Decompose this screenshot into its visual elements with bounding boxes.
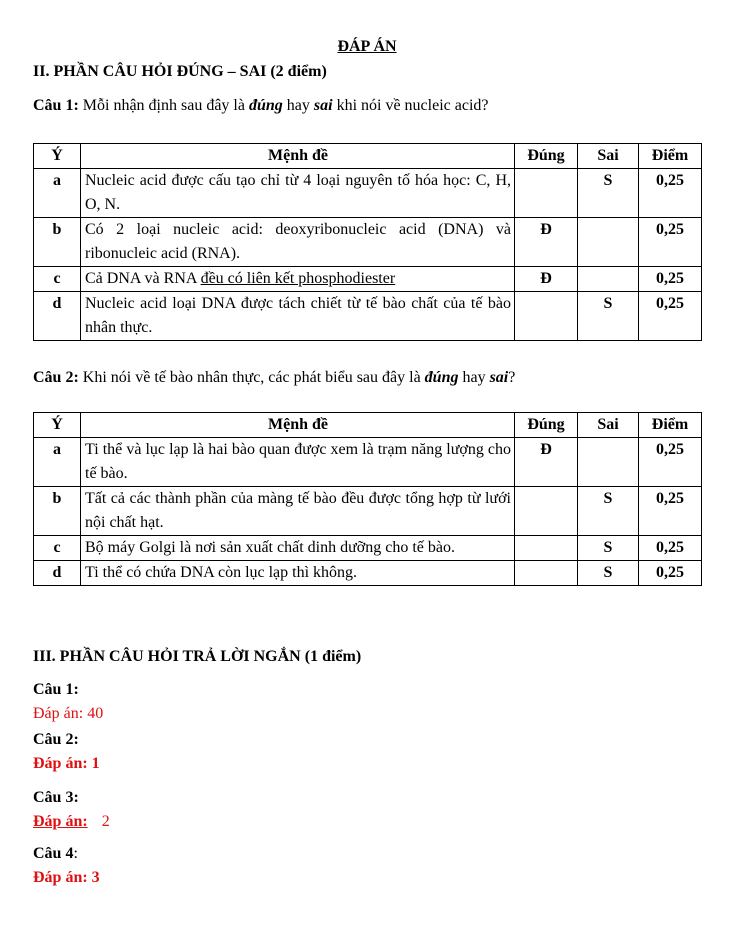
- question-2-label: Câu 2:: [33, 369, 79, 386]
- section2-heading: II. PHẦN CÂU HỎI ĐÚNG – SAI (2 điểm): [33, 63, 327, 80]
- table-row: [34, 292, 702, 341]
- row-sai: [578, 438, 639, 487]
- header-dung: Đúng: [515, 144, 578, 169]
- question-2-text-after: ?: [508, 369, 516, 386]
- section3-heading: III. PHẦN CÂU HỎI TRẢ LỜI NGẮN (1 điểm): [33, 648, 362, 665]
- header-y: Ý: [34, 144, 81, 169]
- short-answer-4-label-text: Câu 4: [33, 845, 74, 862]
- row-diem: 0,25: [639, 561, 702, 586]
- question-2-text-mid: hay: [458, 369, 490, 386]
- row-sai: S: [578, 487, 639, 536]
- short-answer-3-label: Câu 3:: [33, 789, 79, 806]
- header-y: Ý: [34, 413, 81, 438]
- row-diem: 0,25: [639, 438, 702, 487]
- row-menh-de-underlined: đều có liên kết phosphodiester: [200, 270, 396, 287]
- table-row: [34, 267, 702, 292]
- table-row: [34, 561, 702, 586]
- short-answer-3-answer-value: 2: [101, 813, 110, 830]
- row-menh-de: Bộ máy Golgi là nơi sản xuất chất dinh dưỡng cho tế bào.: [81, 536, 515, 561]
- short-answer-3-answer: [33, 813, 110, 831]
- row-menh-de: Tất cả các thành phần của màng tế bào đều được tổng hợp từ lưới nội chất hạt.: [81, 487, 515, 536]
- question-1: [33, 97, 489, 115]
- row-menh-de: Ti thể và lục lạp là hai bào quan được xem là trạm năng lượng cho tế bào.: [81, 438, 515, 487]
- header-diem: Điểm: [639, 144, 702, 169]
- short-answer-1-answer: Đáp án: 40: [33, 705, 104, 722]
- row-sai: S: [578, 561, 639, 586]
- table-header-row: [34, 413, 702, 438]
- row-dung: [515, 561, 578, 586]
- row-y: d: [34, 561, 81, 586]
- short-answer-2-label: Câu 2:: [33, 731, 79, 748]
- question-1-text-before: Mỗi nhận định sau đây là: [78, 97, 249, 114]
- table-row: [34, 438, 702, 487]
- row-sai: S: [578, 536, 639, 561]
- row-sai: [578, 218, 639, 267]
- question-1-text-after: khi nói về nucleic acid?: [332, 97, 489, 114]
- row-dung: Đ: [515, 267, 578, 292]
- header-sai: Sai: [578, 413, 639, 438]
- table-header-row: [34, 144, 702, 169]
- table-question-2: [33, 412, 702, 586]
- row-dung: [515, 487, 578, 536]
- short-answer-2-answer: Đáp án: 1: [33, 755, 100, 772]
- row-menh-de: Ti thể có chứa DNA còn lục lạp thì không.: [81, 561, 515, 586]
- row-diem: 0,25: [639, 169, 702, 218]
- row-diem: 0,25: [639, 218, 702, 267]
- question-1-emph-dung: đúng: [248, 97, 283, 114]
- page-title: ĐÁP ÁN: [337, 38, 397, 55]
- row-y: b: [34, 487, 81, 536]
- header-diem: Điểm: [639, 413, 702, 438]
- row-menh-de: [81, 267, 515, 292]
- short-answer-1-label: Câu 1:: [33, 681, 79, 698]
- row-diem: 0,25: [639, 536, 702, 561]
- question-2: [33, 369, 515, 387]
- row-diem: 0,25: [639, 487, 702, 536]
- row-dung: [515, 536, 578, 561]
- header-menh-de: Mệnh đề: [81, 413, 515, 438]
- row-y: c: [34, 536, 81, 561]
- row-dung: Đ: [515, 438, 578, 487]
- table-row: [34, 487, 702, 536]
- row-diem: 0,25: [639, 267, 702, 292]
- row-y: a: [34, 438, 81, 487]
- question-2-emph-sai: sai: [489, 369, 509, 386]
- row-dung: Đ: [515, 218, 578, 267]
- question-2-emph-dung: đúng: [424, 369, 459, 386]
- table-row: [34, 536, 702, 561]
- row-dung: [515, 292, 578, 341]
- row-dung: [515, 169, 578, 218]
- table-row: [34, 169, 702, 218]
- row-y: d: [34, 292, 81, 341]
- table-question-1: [33, 143, 702, 341]
- question-2-text-before: Khi nói về tế bào nhân thực, các phát biểu sau đây là: [78, 369, 425, 386]
- row-sai: S: [578, 292, 639, 341]
- row-menh-de-plain: Cả DNA và RNA: [85, 270, 201, 287]
- question-1-label: Câu 1:: [33, 97, 79, 114]
- row-y: c: [34, 267, 81, 292]
- short-answer-3-answer-label: Đáp án:: [33, 813, 88, 830]
- row-menh-de: Nucleic acid được cấu tạo chỉ từ 4 loại nguyên tố hóa học: C, H, O, N.: [81, 169, 515, 218]
- row-y: a: [34, 169, 81, 218]
- row-menh-de: Nucleic acid loại DNA được tách chiết từ tế bào chất của tế bào nhân thực.: [81, 292, 515, 341]
- short-answer-4-label-suffix: :: [73, 845, 78, 862]
- question-1-emph-sai: sai: [313, 97, 333, 114]
- row-menh-de: Có 2 loại nucleic acid: deoxyribonucleic acid (DNA) và ribonucleic acid (RNA).: [81, 218, 515, 267]
- row-diem: 0,25: [639, 292, 702, 341]
- short-answer-4-answer: Đáp án: 3: [33, 869, 100, 886]
- short-answer-4-label: [33, 845, 78, 863]
- question-1-text-mid: hay: [282, 97, 314, 114]
- row-sai: [578, 267, 639, 292]
- header-menh-de: Mệnh đề: [81, 144, 515, 169]
- header-sai: Sai: [578, 144, 639, 169]
- table-row: [34, 218, 702, 267]
- header-dung: Đúng: [515, 413, 578, 438]
- row-sai: S: [578, 169, 639, 218]
- row-y: b: [34, 218, 81, 267]
